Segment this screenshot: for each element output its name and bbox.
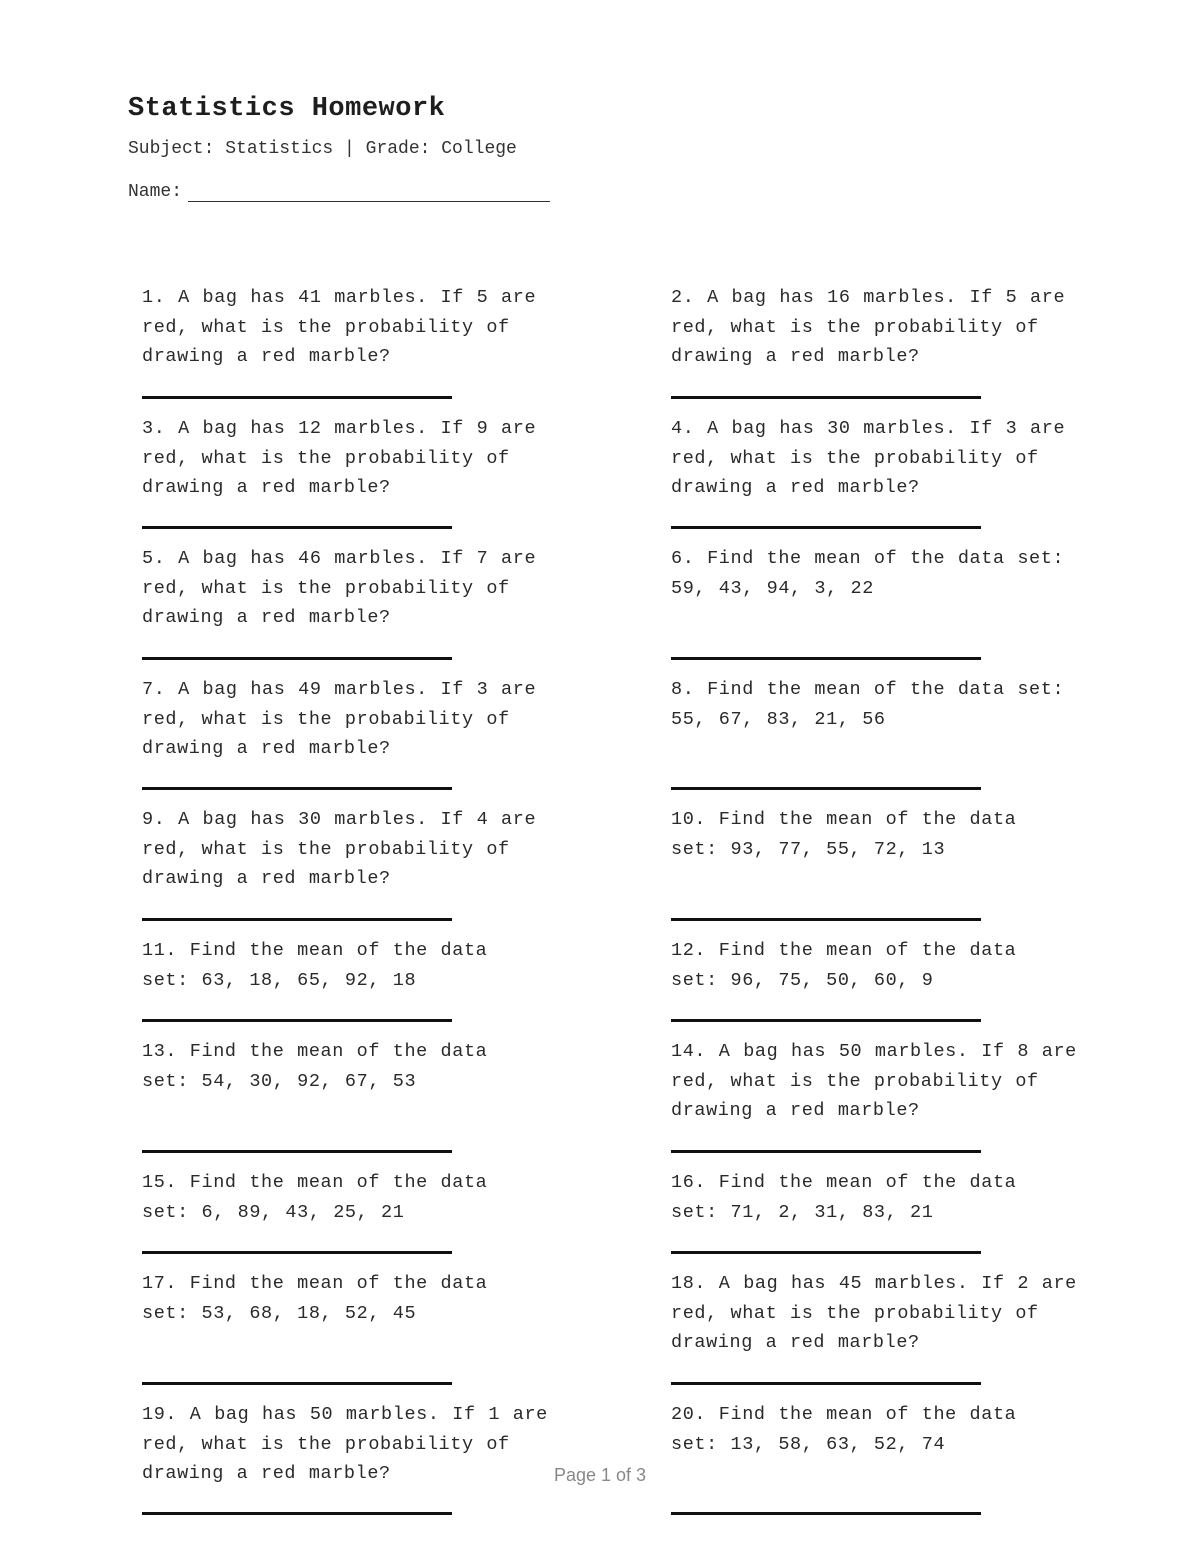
problem-text: 13. Find the mean of the data set: 54, 30, 92, 67, 53 (142, 1041, 488, 1092)
answer-line-19 (142, 1512, 452, 1515)
problem-7 (142, 675, 582, 764)
worksheet-title: Statistics Homework (128, 94, 446, 124)
answer-line-17 (142, 1382, 452, 1385)
problem-13 (142, 1037, 532, 1096)
answer-line-1 (142, 396, 452, 399)
problem-text: 2. A bag has 16 marbles. If 5 are red, what is the probability of drawing a red marble? (671, 287, 1066, 368)
answer-line-8 (671, 787, 981, 790)
problem-text: 3. A bag has 12 marbles. If 9 are red, what is the probability of drawing a red marble? (142, 418, 537, 499)
problem-text: 12. Find the mean of the data set: 96, 75, 50, 60, 9 (671, 940, 1017, 991)
answer-line-20 (671, 1512, 981, 1515)
answer-line-6 (671, 657, 981, 660)
problem-2 (671, 283, 1111, 372)
problem-text: 20. Find the mean of the data set: 13, 58, 63, 52, 74 (671, 1404, 1017, 1455)
answer-line-3 (142, 526, 452, 529)
problem-12 (671, 936, 1061, 995)
problem-text: 8. Find the mean of the data set: 55, 67, 83, 21, 56 (671, 679, 1065, 730)
answer-line-13 (142, 1150, 452, 1153)
problem-9 (142, 805, 582, 894)
problem-text: 14. A bag has 50 marbles. If 8 are red, what is the probability of drawing a red marble? (671, 1041, 1077, 1122)
problem-text: 16. Find the mean of the data set: 71, 2, 31, 83, 21 (671, 1172, 1017, 1223)
answer-line-11 (142, 1019, 452, 1022)
answer-line-15 (142, 1251, 452, 1254)
problem-17 (142, 1269, 532, 1328)
problem-text: 19. A bag has 50 marbles. If 1 are red, what is the probability of drawing a red marble? (142, 1404, 548, 1485)
problem-text: 4. A bag has 30 marbles. If 3 are red, what is the probability of drawing a red marble? (671, 418, 1066, 499)
answer-line-7 (142, 787, 452, 790)
answer-line-10 (671, 918, 981, 921)
problem-1 (142, 283, 582, 372)
problem-5 (142, 544, 582, 633)
answer-line-2 (671, 396, 981, 399)
problem-text: 15. Find the mean of the data set: 6, 89, 43, 25, 21 (142, 1172, 488, 1223)
problem-16 (671, 1168, 1061, 1227)
name-label: Name: (128, 182, 183, 202)
problem-14 (671, 1037, 1101, 1126)
problem-10 (671, 805, 1061, 864)
answer-line-18 (671, 1382, 981, 1385)
answer-line-14 (671, 1150, 981, 1153)
problem-text: 5. A bag has 46 marbles. If 7 are red, what is the probability of drawing a red marble? (142, 548, 537, 629)
problem-20 (671, 1400, 1061, 1459)
problem-grid (142, 0, 1122, 1553)
problem-text: 6. Find the mean of the data set: 59, 43, 94, 3, 22 (671, 548, 1065, 599)
answer-line-4 (671, 526, 981, 529)
problem-text: 1. A bag has 41 marbles. If 5 are red, what is the probability of drawing a red marble? (142, 287, 537, 368)
problem-15 (142, 1168, 532, 1227)
problem-text: 9. A bag has 30 marbles. If 4 are red, what is the probability of drawing a red marble? (142, 809, 537, 890)
answer-line-12 (671, 1019, 981, 1022)
problem-8 (671, 675, 1111, 734)
problem-4 (671, 414, 1111, 503)
problem-text: 18. A bag has 45 marbles. If 2 are red, what is the probability of drawing a red marble? (671, 1273, 1077, 1354)
page-number: Page 1 of 3 (553, 1465, 647, 1485)
problem-text: 17. Find the mean of the data set: 53, 68, 18, 52, 45 (142, 1273, 488, 1324)
answer-line-5 (142, 657, 452, 660)
problem-text: 10. Find the mean of the data set: 93, 77, 55, 72, 13 (671, 809, 1017, 860)
problem-18 (671, 1269, 1101, 1358)
answer-line-9 (142, 918, 452, 921)
problem-6 (671, 544, 1111, 603)
problem-3 (142, 414, 582, 503)
answer-line-16 (671, 1251, 981, 1254)
problem-text: 11. Find the mean of the data set: 63, 18, 65, 92, 18 (142, 940, 488, 991)
subject-grade-line: Subject: Statistics | Grade: College (128, 139, 517, 159)
problem-11 (142, 936, 532, 995)
problem-text: 7. A bag has 49 marbles. If 3 are red, what is the probability of drawing a red marble? (142, 679, 537, 760)
